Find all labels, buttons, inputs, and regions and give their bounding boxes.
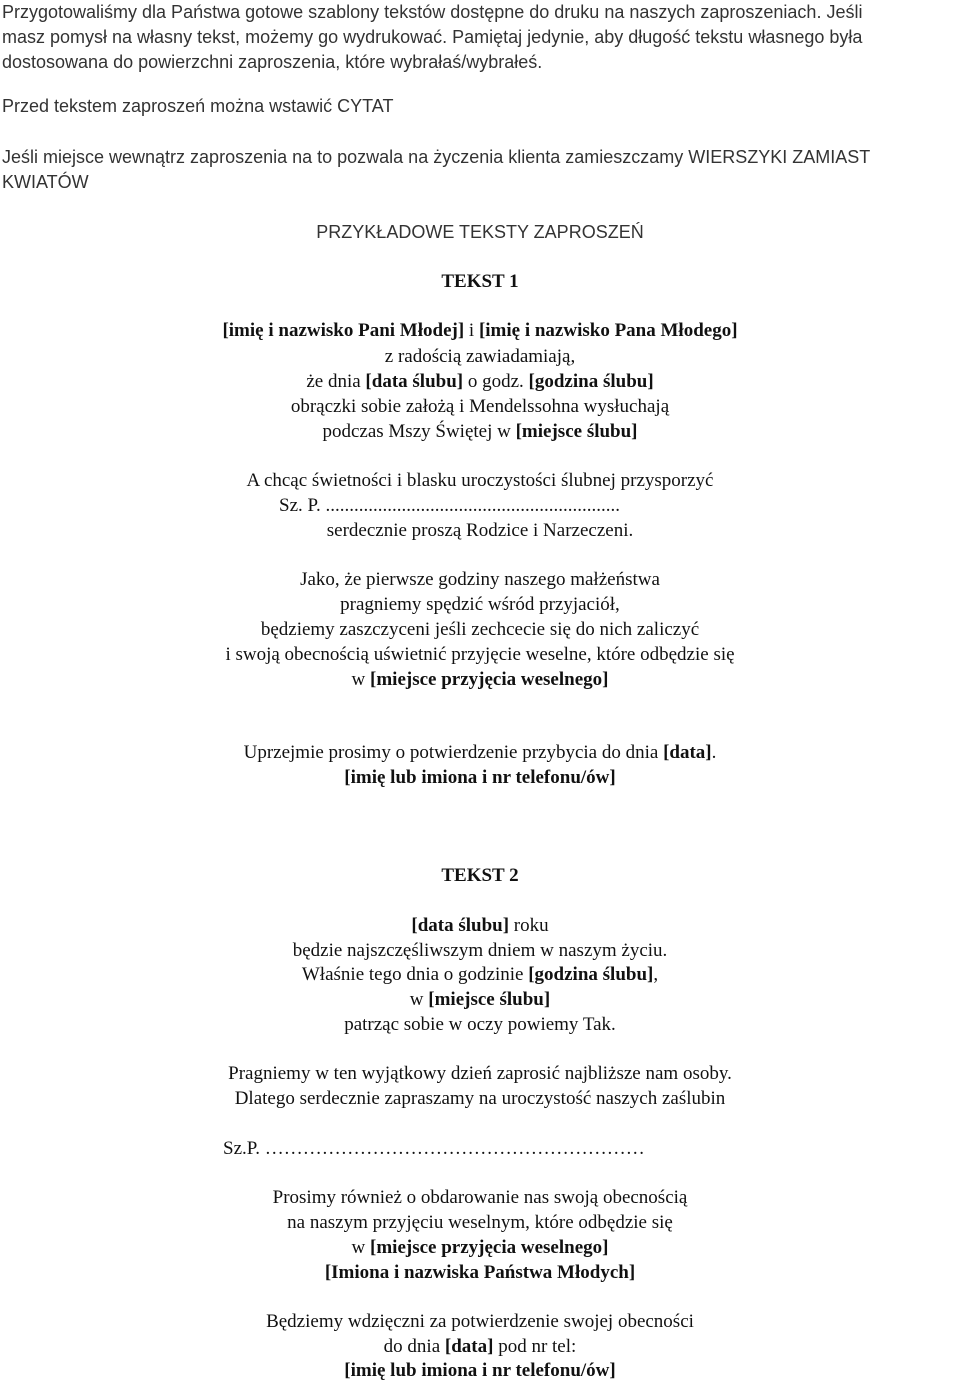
text1-party-line-1: Jako, że pierwsze godziny naszego małżeństwa	[300, 569, 660, 590]
text2-date-line: [data ślubu] roku	[411, 915, 549, 936]
text1-line-4: obrączki sobie założą i Mendelssohna wysłuchają	[290, 396, 670, 417]
text2-recipient-line: Sz.P. ……………………………………………………	[223, 1138, 645, 1159]
intro-paragraph	[2, 0, 952, 75]
wierszyki-note-line-2: KWIATÓW	[2, 172, 89, 192]
text1-party-line-3: będziemy zaszczyceni jeśli zechcecie się do nich zaliczyć	[260, 619, 700, 640]
text2-confirm-line-1: Będziemy wdzięczni za potwierdzenie swojej obecności	[266, 1311, 694, 1332]
text2-confirm-date-line: do dnia [data] pod nr tel:	[383, 1336, 577, 1357]
text1-couple-line: [imię i nazwisko Pani Młodej] i [imię i nazwisko Pana Młodego]	[222, 320, 738, 341]
text1-party-line-4: i swoją obecnością uświetnić przyjęcie weselne, które odbędzie się	[225, 644, 735, 665]
text1-contact-line: [imię lub imiona i nr telefonu/ów]	[344, 767, 616, 788]
intro-line-3: dostosowana do powierzchni zaproszenia, które wybrałaś/wybrałeś.	[2, 52, 543, 72]
intro-line-2: masz pomysł na własny tekst, możemy go wydrukować. Pamiętaj jedynie, aby długość tekstu własnego była	[2, 27, 863, 47]
text2-time-line: Właśnie tego dnia o godzinie [godzina ślubu],	[301, 964, 659, 985]
text2-gift-line-2: na naszym przyjęciu weselnym, które odbędzie się	[287, 1212, 673, 1233]
text2-gift-line-1: Prosimy również o obdarowanie nas swoją obecnością	[272, 1187, 688, 1208]
text2-invite-line-1: Pragniemy w ten wyjątkowy dzień zaprosić najbliższe nam osoby.	[228, 1063, 732, 1084]
text1-date-line: że dnia [data ślubu] o godz. [godzina ślubu]	[306, 371, 654, 392]
text2-heading: TEKST 2	[441, 865, 519, 886]
section-title: PRZYKŁADOWE TEKSTY ZAPROSZEŃ	[316, 222, 644, 242]
text1-line-6: A chcąc świetności i blasku uroczystości ślubnej przysporzyć	[246, 470, 714, 491]
cytat-note: Przed tekstem zaproszeń można wstawić CYTAT	[2, 96, 394, 116]
text1-party-place-line: w [miejsce przyjęcia weselnego]	[351, 669, 609, 690]
text1-party-line-2: pragniemy spędzić wśród przyjaciół,	[340, 594, 620, 615]
text2-place-line: w [miejsce ślubu]	[409, 989, 551, 1010]
text2-couple-names-line: [Imiona i nazwiska Państwa Młodych]	[324, 1262, 636, 1283]
text1-rsvp-line: Uprzejmie prosimy o potwierdzenie przybycia do dnia [data].	[243, 742, 717, 763]
wierszyki-note-line-1: Jeśli miejsce wewnątrz zaproszenia na to pozwala na życzenia klienta zamieszczamy WIERSZYKI ZAMIAST	[2, 147, 871, 167]
text1-line-8: serdecznie proszą Rodzice i Narzeczeni.	[326, 520, 634, 541]
text2-reception-place-line: w [miejsce przyjęcia weselnego]	[351, 1237, 609, 1258]
text2-contact-line: [imię lub imiona i nr telefonu/ów]	[344, 1360, 616, 1381]
intro-line-1: Przygotowaliśmy dla Państwa gotowe szablony tekstów dostępne do druku na naszych zaproszeniach. Jeśli	[2, 2, 863, 22]
text2-invite-line-2: Dlatego serdecznie zapraszamy na uroczystość naszych zaślubin	[234, 1088, 726, 1109]
text1-line-2: z radością zawiadamiają,	[384, 346, 576, 367]
text2-line-5: patrząc sobie w oczy powiemy Tak.	[344, 1014, 616, 1035]
text2-line-2: będzie najszczęśliwszym dniem w naszym życiu.	[292, 940, 668, 961]
text1-recipient-line: Sz. P. ..............................................................	[279, 495, 620, 516]
text1-place-line: podczas Mszy Świętej w [miejsce ślubu]	[322, 421, 638, 442]
text1-heading: TEKST 1	[441, 271, 519, 292]
